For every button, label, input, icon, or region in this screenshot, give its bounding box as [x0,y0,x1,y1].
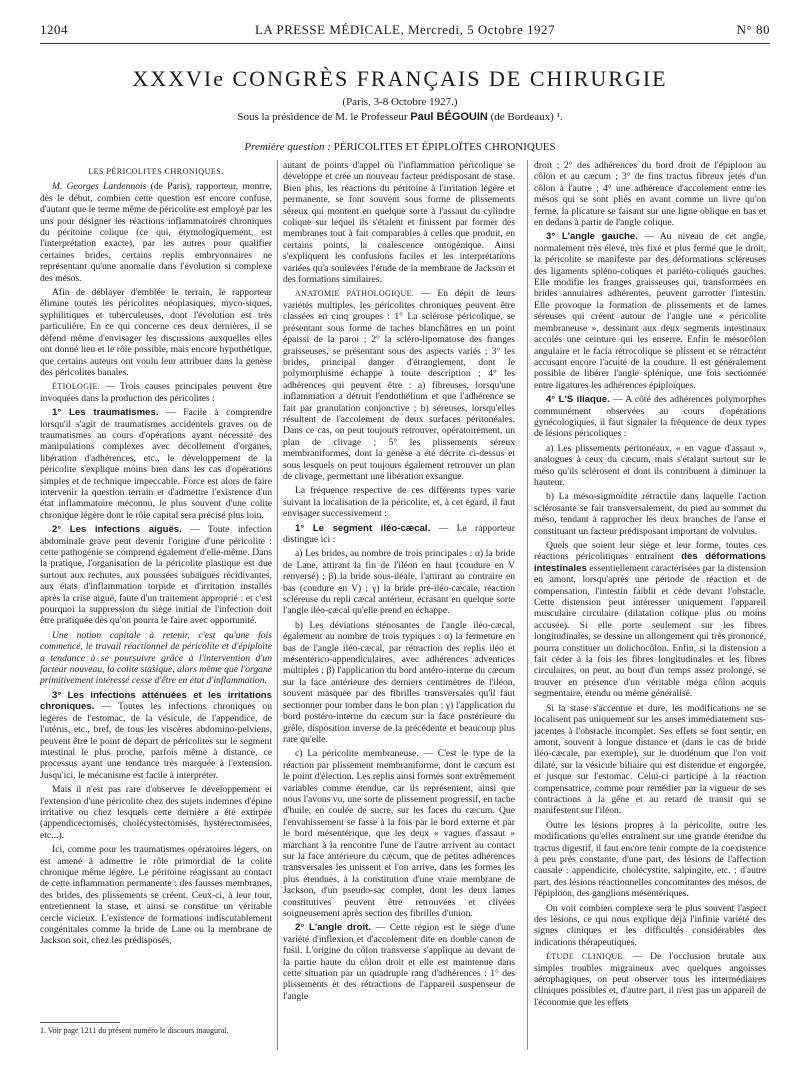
column-divider-1 [277,160,278,1050]
paragraph: Une notion capitale à retenir, c'est qu'une fois commencé, le travail réactionnel de péricolite et d'épiploïte a tendance à se poursuivre grâce à l'intervention d'un facteur nouveau, la colite stasique, alors même que l'organe primitivement intéressé cesse d'être en état d'inflammation. [40,629,272,687]
question-line [0,141,800,153]
paragraph: b) La méso-sigmoïdite rétractile dans laquelle l'action sclérosante se fait transversalement, du pied au sommet du méso, tendant à rapprocher les deux branches de l'anse et constituant un facteur prédisposant important de volvulus. [534,491,766,537]
congress-title: XXXVIe CONGRÈS FRANÇAIS DE CHIRURGIE [132,66,668,91]
issue-number: N° 80 [736,22,770,37]
paragraph: Quels que soient leur siège et leur forme, toutes ces réactions péricolitiques entraînent des déformations intestinales essentiellement caractérisées par la distension en amont, lorsqu'après une période de réaction et de compensation, l'intestin faiblit et cède devant l'obstacle. Cette distension peut intéresser uniquement l'appareil musculaire circulaire (dilatation colique plus ou moins accusée). Si elle porte seulement sur les fibres longitudinales, se dessine un allongement qui très prononcé, pourra constituer un dolichocôlon. Enfin, si la distension a fait céder à la fois les fibres longitudinales et les fibres circulaires, on peut, au bout d'un temps assez prolongé, se trouver en présence d'un véritable méga côlon acquis segmentaire, étendu ou même généralisé. [534,540,767,700]
paragraph: On voit combien complexe sera le plus souvent l'aspect des lésions, ce qui nous explique déjà l'infinie variété des signes cliniques et les difficultés considérables des indications thérapeutiques. [534,902,766,948]
paragraph: 2° Les infections aiguës. — Toute infection abdominale grave peut devenir l'origine d'une péricolite : cette pathogénie se comprend également d'elle-même. Dans la pratique, l'organisation de la péricolite plastique est due surtout aux rechutes, aux poussées subaiguës récidivantes, aux états d'inflammation torpide et d'irritation installés après la crise aiguë, faute d'un traitement approprié : et c'est pourquoi la suppression du siège initial de l'infection doit être pratiquée dès qu'on pourra le faire avec opportunité. [40,524,272,627]
column-1 [40,166,272,950]
section-lead: ÉTIOLOGIE. [52,382,101,392]
paragraph: droit ; 2° des adhérences du bord droit de l'épiploon au côlon et au cæcum ; 3° de fins tractus fibreux jetés d'un côlon à l'autre ; 4° une adhérence d'accolement entre les mésos qui se sont pliés en avant comme un livre qu'on ferme, la plicature se faisant sur une ligne oblique en bas et en dedans à partir de l'angle colique. [534,160,766,229]
paragraph: 1° Le segment iléo-cæcal. — Le rapporteur distingue ici : [283,522,515,545]
paragraph: Outre les lésions propres à la péricolite, outre les modifications qu'elles entraînent sur une grande étendue du tractus digestif, il faut encore tenir compte de la coexistence à peu près constante, d'une part, des lésions de l'affection causale : appendicite, cholécystite, salpingite, etc. ; d'autre part, des lésions réactionnelles concomitantes des mésos, de l'épiploon, des ganglions mésentériques. [534,819,766,900]
paragraph: c) La péricolite membraneuse. — C'est le type de la réaction par plissement membraniforme, dont le cæcum est le point d'élection. Les replis ainsi formés sont extrêmement variables comme étendue, car ils représentent, ainsi que nous l'avons vu, une sorte de plissement progressif, en tache d'huile, en coulée de sucre, sur les faces du cæcum. Que l'envahissement se fasse à la fois par le bord externe et par le bord mésentérique, que les deux « vagues d'assaut » marchant à la rencontre l'une de l'autre arrivent au contact sur la face antérieure du cæcum, que de petites adhérences transversales les unissent et l'on arrive, dans les formes les plus étendues, à la constitution d'une vraie membrane de Jackson, d'un pseudo-sac complet, dont les deux lames constitutives peuvent être retrouvées et clivées soigneusement après section des fibrilles d'union. [283,748,515,919]
paragraph: Afin de déblayer d'emblée le terrain, le rapporteur élimine toutes les péricolites néoplasiques, myco-siques, syphilitiques et tuberculeuses, dont l'évolution est très particulière. En ce qui concerne ces deux dernières, il se défend même d'envisager les discussions auxquelles elles ont donné lieu et le rôle possible, mais encore hypothétique, que certains auteurs ont voulu leur attribuer dans la genèse des péricolites banales. [40,287,272,378]
section-lead: ÉTUDE CLINIQUE. [546,952,626,962]
header-rule [40,43,770,44]
paragraph: La fréquence respective de ces différents types varie suivant la localisation de la péricolite, et, à cet égard, il faut envisager successivement : [283,485,515,520]
author-name: M. Georges Lardennois [52,181,147,193]
running-header [40,22,770,40]
paragraph: Ici, comme pour les traumatismes opératoires légers, on est amené à admettre le rôle primordial de la colite chronique même légère. Le péritoine réagissant au contact de cette inflammation permanente : des fausses membranes, des brides, des plissements se créent. Ceux-ci, à leur tour, entretiennent la stase, et ainsi se constitue un véritable cercle vicieux. L'existence de formations indiscutablement congénitales comme la bride de Lane ou la membrane de Jackson soit, chez les prédisposés, [40,844,272,947]
paragraph: 3° L'angle gauche. — Au niveau de cet angle, normalement très élevé, très fixé et plus fermé que le droit, la péricolite se manifeste par des déformations scléreuses des ligaments spléno-coliques et pariéto-coliques gauches. Elle modifie les franges graisseuses qui, transformées en brides annulaires adhérentes, peuvent garrotter l'intestin. Elle provoque la formation de plissements et de lames séreuses qui créent autour de l'angle une « péricolite membraneuse », dessinant aux deux segments intestinaux accolés une ceinture qui les enserre. Enfin le mésocôlon angulaire et le facia rétrocolique se plissent et se rétractent accusant encore l'acuité de la coudure. Il est généralement possible de libérer l'angle splénique, une fois sectionnée entre ligatures les adhérences épiploïques. [534,231,766,391]
presidency-line [0,111,800,123]
page-number: 1204 [40,22,68,37]
paragraph: b) Les déviations sténosantes de l'angle iléo-cæcal, également au nombre de trois typiques : α) la fermeture en bas de l'angle iléo-cæcal, par rétraction des replis iléo et mésentérico-appendiculaires, avec adhérences adventices multiples ; β) l'application du bord antéro-interne du cæcum sur la face antérieure des derniers centimètres de l'iléon, souvent masquée par des fibrilles transversales qu'il faut sectionner pour tomber dans le bon plan ; γ) l'application du bord postéro-interne du cæcum sur la face postérieure du grêle, disposition inverse de la précédente et beaucoup plus rare qu'elle. [283,619,515,745]
column-2 [283,160,515,1005]
paragraph: autant de points d'appel où l'inflammation péricolique se développe et crée un nouveau facteur prédisposant de stase. Bien plus, les réactions du péritoine à l'irritation légère et permanente, se font souvent sous forme de plissements séreux qui montent en quelque sorte à l'assaut du cylindre colique sur lequel ils s'étalent et finissent par former des membranes tout à fait comparables à celles que produit, en certains points, la coalescence ontogénique. Ainsi s'expliquent les confusions faciles et les interprétations variées qu'a soulevées l'étude de la membrane de Jackson et des formations similaires. [283,160,515,286]
question-title: PÉRICOLITES ET ÉPIPLOÏTES CHRONIQUES [333,141,556,153]
subsection-lead: 2° L'angle droit. [295,922,372,934]
paragraph: Si la stase s'accentue et dure, les modifications ne se localisent pas uniquement sur les anses immédiatement sus-jacentes à l'obstacle incomplet. Ses effets se font sentir, en amont, souvent à longue distance et (dans le cas de bride iléo-cæcale, par exemple), sur le duodénum que l'on voit dilaté, sur la vésicule biliaire qui est distendue et engorgée, et jusque sur l'estomac. Celui-ci participe à la réaction compensatrice, comme pour remédier par la vigueur de ses contractions à la gêne et au retard de transit qui se manifestent sur l'iléon. [534,702,766,817]
paragraph: 4° L'S iliaque. — A côté des adhérences polymorphes communément observées au cours d'opérations gynécologiques, il faut signaler la fréquence de deux types de lésions péricoliques : [534,394,766,440]
paragraph: 1° Les traumatismes. — Facile à comprendre lorsqu'il s'agit de traumatismes accidentels graves ou de traumatismes au cours d'opérations ayant nécessité des manipulations complexes avec décollement d'organes, libération d'adhérences, etc., le développement de la péricolite s'explique moins bien dans les cas d'opérations simples et de technique impeccable. Force est alors de faire intervenir la question terrain et d'admettre l'existence d'un état inflammatoire méconnu, le plus souvent d'une colite chronique légère dont le rôle capital sera précisé plus loin. [40,407,272,521]
congress-dates: (Paris, 3-8 Octobre 1927.) [342,96,458,108]
emphasis: des déformations intestinales [534,551,766,574]
paragraph: Mais il n'est pas rare d'observer le développement et l'extension d'une péricolite chez des sujets indemnes d'épine irritative ou chez lesquels cette dernière a été extirpée (appendicectomisés, cholécystectomisés, hystérectomisées, etc...). [40,784,272,841]
paragraph: 3° Les infections atténuées et les irritations chroniques. — Toutes les infections chroniques ou légères de l'estomac, de la vésicule, de l'appendice, de l'utérus, etc., bref, de tous les viscères abdomino-pelviens, peuvent être le point de départ de péricolites sur le segment intestinal le plus proche, parfois même à distance, ce processus ayant une tendance très marquée à l'extension. Jusqu'ici, le mécanisme est facile à interpréter. [40,689,273,781]
paragraph: ÉTUDE CLINIQUE. — De l'occlusion brutale aux simples troubles migraineux avec quelques angoisses aérophagiques, on peut observer tous les intermédiaires cliniques possibles et, d'autre part, il n'est pas un appareil de l'économie que les effets [534,951,766,1008]
paragraph: ÉTIOLOGIE. — Trois causes principales peuvent être invoquées dans la production des péricolites : [40,381,272,404]
subsection-lead: 4° L'S iliaque. [546,394,610,406]
section-heading: LES PÉRICOLITES CHRONIQUES. [88,167,224,176]
column-3 [534,160,766,1011]
subsection-lead: 2° Les infections aiguës. [52,524,182,536]
subsection-lead: 3° L'angle gauche. [546,231,638,243]
subsection-lead: 1° Le segment iléo-cæcal. [295,522,431,534]
paragraph: 2° L'angle droit. — Cette région est le siège d'une variété d'inflexion et d'accolement dite en double canon de fusil. L'origine du côlon transverse s'applique au devant de la partie haute du côlon droit et elle est maintenue dans cette situation par un quadruple rang d'adhérences : 1° des plissements et des rétractions de l'appareil suspenseur de l'angle [283,922,515,1002]
president-name: Paul BÉGOUIN [410,111,488,123]
subsection-lead: 1° Les traumatismes. [52,407,159,419]
journal-title: LA PRESSE MÉDICALE, Mercredi, 5 Octobre 1927 [254,22,556,37]
paragraph: a) Les plissements péritonéaux, « en vague d'assaut », analogues à ceux du cæcum, mais s'étalant surtout sur le méso qu'ils sclérosent et dont ils contribuent à diminuer la hauteur. [534,442,766,488]
presidency-prefix: Sous la présidence de M. le Professeur [237,111,408,123]
footnote-rule [40,1022,120,1023]
presidency-suffix: (de Bordeaux) ¹. [490,111,563,123]
column-divider-2 [527,160,528,1050]
paragraph: M. Georges Lardennois (de Paris), rapporteur, montre, dès le début, combien cette question est encore confuse, d'autant que le terme même de péricolite est employé par les uns pour désigner les réactions inflammatoires chroniques du péritoine colique (ce qui, étymologiquement, est l'interprétation exacte), par les autres pour qualifier certaines brides, certains replis embryonnaires ne représentant qu'une anomalie dans l'évolution si complexe des mésos. [40,181,272,284]
paragraph: ANATOMIE PATHOLOGIQUE. — En dépit de leurs variétés multiples, les péricolites chroniques peuvent être classées en cinq groupes : 1° La sclérose péricolique, se présentant sous forme de taches blanchâtres en un point épaissi de la paroi ; 2° la scléro-lipomatose des franges graisseuses, se présentant sous des aspects variés ; 3° les brides, principal danger d'étranglement, dont le polymorphisme échappe à toute description ; 4° les adhérences qui peuvent être : a) fibreuses, lorsqu'une inflammation a détruit l'endothélium et que l'adhérence se fait par granulation conjonctive ; b) séreuses, lorsqu'elles résultent de l'accolement de deux surfaces péritonéales. Dans ce cas, on peut toujours retrouver, opératoirement, un plan de clivage ; 5° les plissements séreux membraniformes, dont la genèse a été décrite ci-dessus et sous lesquels on peut toujours également retrouver un plan de clivage, permettant une libération exsangue. [283,288,515,482]
paragraph: a) Les brides, au nombre de trois principales : α) la bride de Lane, attirant la fin de l'iléon en haut (coudure en V renversé) ; β) la bride sous-iléale, l'attirant au contraire en bas (coudure en V) ; γ) la bride pré-iléo-cæcale, réaction scléreuse du repli cæcal antérieur, écrasant en quelque sorte l'angle iléo-cæcal qu'elle prend en échappe. [283,548,515,617]
section-lead: ANATOMIE PATHOLOGIQUE. [295,289,415,299]
subsection-lead: 3° Les infections atténuées et les irritations chroniques. [40,689,272,713]
footnote: 1. Voir page 1211 du présent numéro le discours inaugural. [40,1026,229,1035]
question-label: Première question : [244,141,331,153]
